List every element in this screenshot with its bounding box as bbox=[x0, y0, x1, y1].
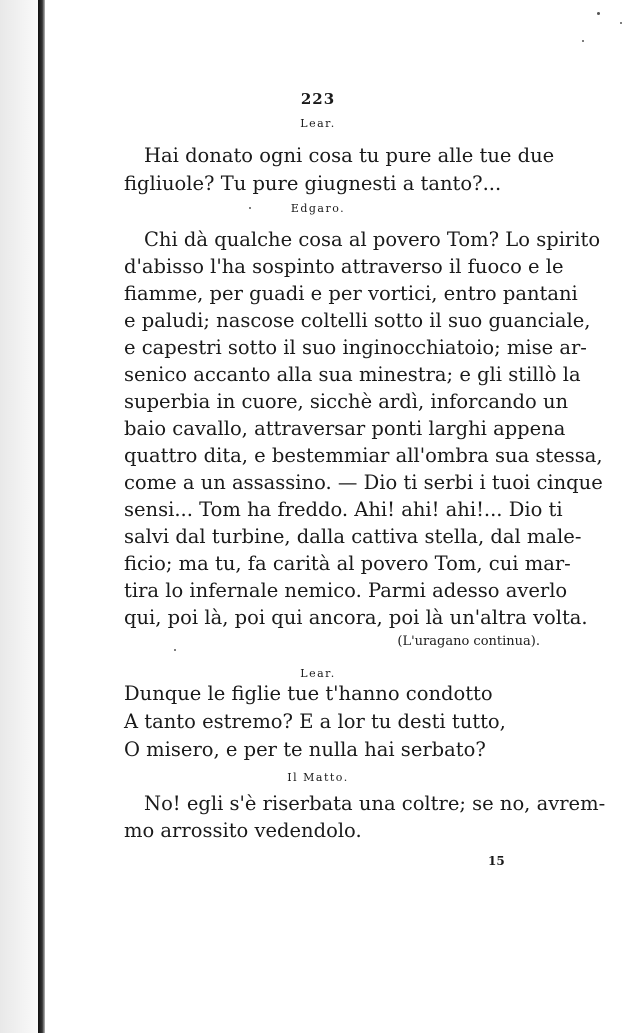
text-line: superbia in cuore, sicchè ardì, inforcando un bbox=[124, 390, 569, 413]
text-line: tira lo infernale nemico. Parmi adesso averlo bbox=[124, 579, 568, 602]
text-line: salvi dal turbine, dalla cattiva stella, dal male- bbox=[124, 525, 582, 548]
verse-line: O misero, e per te nulla hai serbato? bbox=[124, 738, 486, 761]
speaker-lear: Lear. bbox=[300, 117, 336, 130]
paper-speck bbox=[582, 40, 584, 42]
paper-speck bbox=[174, 649, 176, 651]
text-line: No! egli s'è riserbata una coltre; se no, avrem- bbox=[144, 792, 606, 815]
text-line: Hai donato ogni cosa tu pure alle tue due bbox=[144, 144, 555, 167]
text-line: quattro dita, e bestemmiar all'ombra sua stessa, bbox=[124, 444, 603, 467]
text-line: baio cavallo, attraversar ponti larghi appena bbox=[124, 417, 566, 440]
page-edge bbox=[0, 0, 38, 1033]
text-line: senico accanto alla sua minestra; e gli stillò la bbox=[124, 363, 581, 386]
speaker-matto: Il Matto. bbox=[287, 771, 349, 784]
text-line: fiamme, per guadi e per vortici, entro pantani bbox=[124, 282, 578, 305]
text-line: mo arrossito vedendolo. bbox=[124, 819, 362, 842]
paper-speck bbox=[620, 22, 622, 24]
text-line: sensi... Tom ha freddo. Ahi! ahi! ahi!... Dio ti bbox=[124, 498, 563, 521]
text-line: figliuole? Tu pure giugnesti a tanto?... bbox=[124, 172, 502, 195]
text-line: ficio; ma tu, fa carità al povero Tom, cui mar- bbox=[124, 552, 571, 575]
speaker-edgaro: Edgaro. bbox=[290, 202, 346, 215]
signature-mark: 15 bbox=[488, 854, 505, 868]
verse-line: A tanto estremo? E a lor tu desti tutto, bbox=[124, 710, 506, 733]
text-line: Chi dà qualche cosa al povero Tom? Lo spirito bbox=[144, 228, 601, 251]
stage-direction: (L'uragano continua). bbox=[397, 634, 540, 649]
book-binding-shadow bbox=[38, 0, 45, 1033]
text-line: e capestri sotto il suo inginocchiatoio; mise ar- bbox=[124, 336, 587, 359]
text-line: come a un assassino. — Dio ti serbi i tuoi cinque bbox=[124, 471, 603, 494]
text-line: d'abisso l'ha sospinto attraverso il fuoco e le bbox=[124, 255, 564, 278]
verse-line: Dunque le figlie tue t'hanno condotto bbox=[124, 682, 493, 705]
text-line: qui, poi là, poi qui ancora, poi là un'altra volta. bbox=[124, 606, 588, 629]
speaker-lear: Lear. bbox=[300, 667, 336, 680]
text-line: e paludi; nascose coltelli sotto il suo guanciale, bbox=[124, 309, 591, 332]
page-number: 223 bbox=[300, 90, 336, 108]
paper-speck bbox=[597, 12, 600, 15]
